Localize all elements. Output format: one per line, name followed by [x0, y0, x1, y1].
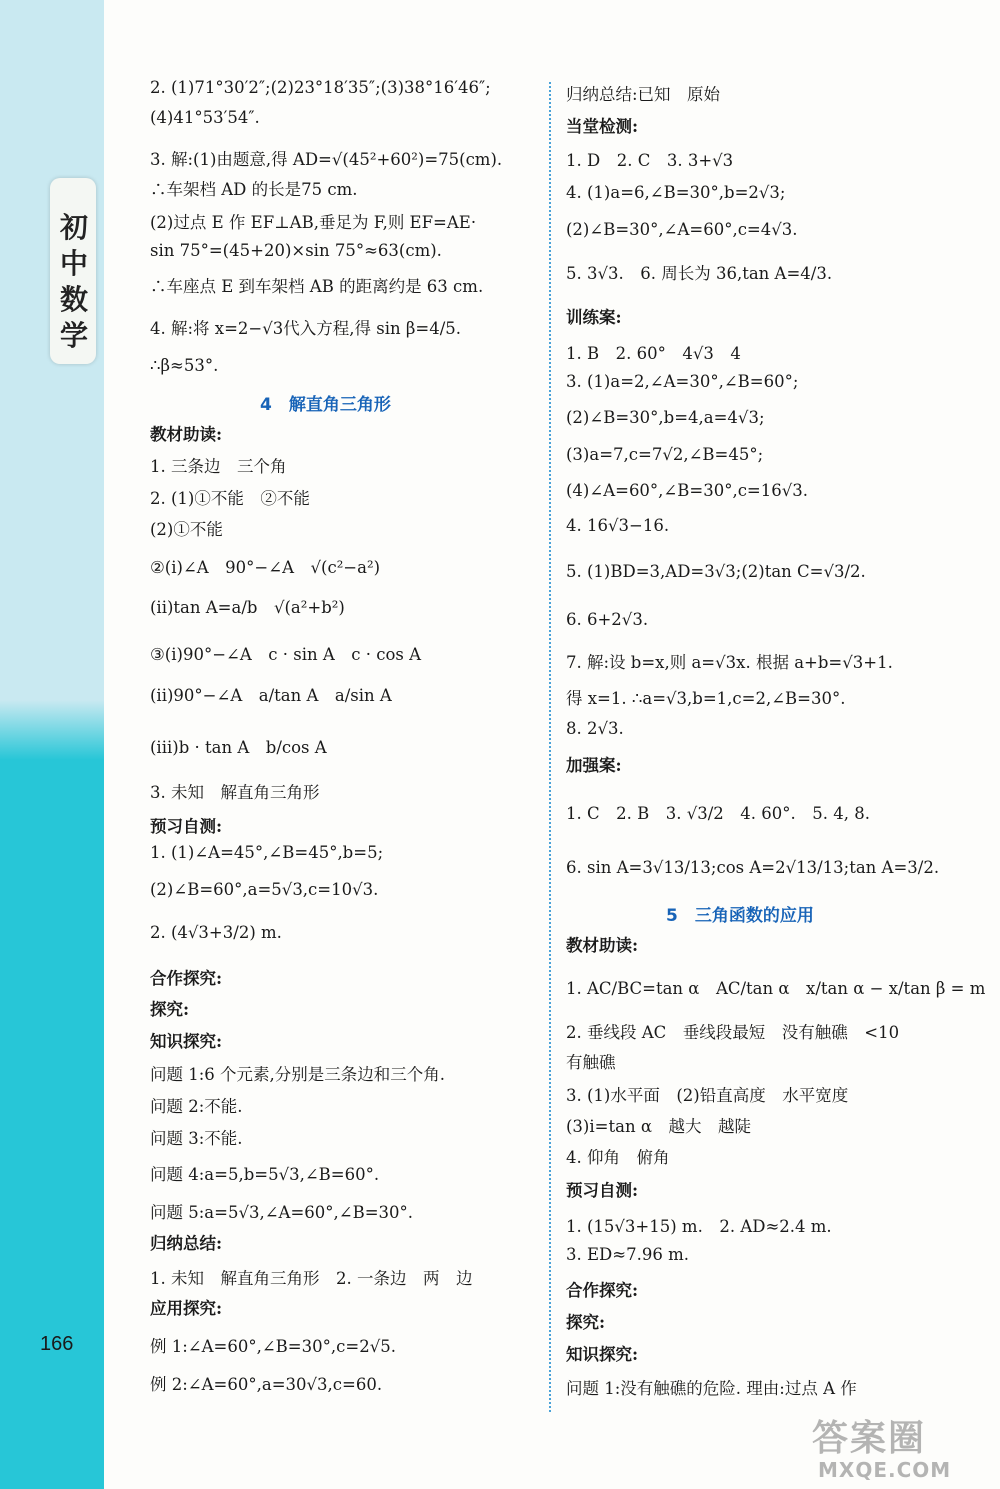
- answer-line: 4. (1)a=6,∠B=30°,b=2√3;: [566, 183, 786, 202]
- watermark-logo: [812, 1410, 992, 1482]
- answer-line: (2)①不能: [150, 520, 223, 539]
- answer-line: (3)i=tan α 越大 越陡: [566, 1117, 751, 1136]
- answer-line: 4. 仰角 俯角: [566, 1148, 670, 1167]
- subheading: 应用探究:: [150, 1299, 223, 1318]
- answer-line: 2. (1)71°30′2″;(2)23°18′35″;(3)38°16′46″;: [150, 78, 491, 97]
- answer-line: 8. 2√3.: [566, 719, 624, 738]
- subheading: 教材助读:: [150, 425, 223, 444]
- subheading: 合作探究:: [150, 969, 223, 988]
- answer-line: 例 1:∠A=60°,∠B=30°,c=2√5.: [150, 1337, 396, 1356]
- answer-line: ∴车架档 AD 的长是75 cm.: [150, 180, 358, 199]
- subheading: 当堂检测:: [566, 117, 639, 136]
- answer-line: (4)∠A=60°,∠B=30°,c=16√3.: [566, 481, 809, 500]
- answer-line: 2. (1)①不能 ②不能: [150, 489, 310, 508]
- answer-line: (ii)90°−∠A a/tan A a/sin A: [150, 686, 392, 705]
- section-heading: 4 解直角三角形: [260, 395, 391, 415]
- answer-line: 5. (1)BD=3,AD=3√3;(2)tan C=√3/2.: [566, 562, 866, 581]
- answer-line: sin 75°=(45+20)×sin 75°≈63(cm).: [150, 241, 442, 260]
- answer-line: 归纳总结:已知 原始: [566, 85, 721, 104]
- answer-line: (ii)tan A=a/b √(a²+b²): [150, 598, 345, 617]
- answer-line: 3. (1)水平面 (2)铅直高度 水平宽度: [566, 1086, 849, 1105]
- watermark-url: MXQE.COM: [818, 1458, 952, 1482]
- subheading: 教材助读:: [566, 936, 639, 955]
- subheading: 知识探究:: [566, 1345, 639, 1364]
- answer-line: 例 2:∠A=60°,a=30√3,c=60.: [150, 1375, 383, 1394]
- answer-line: (2)∠B=60°,a=5√3,c=10√3.: [150, 880, 379, 899]
- answer-line: (2)∠B=30°,b=4,a=4√3;: [566, 408, 765, 427]
- answer-line: (iii)b · tan A b/cos A: [150, 738, 327, 757]
- watermark-text: 答案圈: [812, 1418, 927, 1459]
- subheading: 探究:: [566, 1313, 606, 1332]
- answer-line: 3. 未知 解直角三角形: [150, 783, 320, 802]
- subheading: 知识探究:: [150, 1032, 223, 1051]
- page-number: 166: [40, 1333, 74, 1355]
- answer-line: 1. B 2. 60° 4√3 4: [566, 344, 741, 363]
- answer-line: 1. C 2. B 3. √3/2 4. 60°. 5. 4, 8.: [566, 804, 870, 823]
- answer-line: 问题 1:6 个元素,分别是三条边和三个角.: [150, 1065, 446, 1084]
- answer-line: 得 x=1. ∴a=√3,b=1,c=2,∠B=30°.: [566, 689, 846, 708]
- answer-line: 6. 6+2√3.: [566, 610, 649, 629]
- answer-line: (4)41°53′54″.: [150, 108, 260, 127]
- answer-line: 6. sin A=3√13/13;cos A=2√13/13;tan A=3/2.: [566, 858, 940, 877]
- answer-line: 1. D 2. C 3. 3+√3: [566, 151, 734, 170]
- section-heading: 5 三角函数的应用: [666, 906, 814, 926]
- answer-line: 1. AC/BC=tan α AC/tan α x/tan α − x/tan β = m: [566, 979, 986, 998]
- subheading: 加强案:: [566, 756, 622, 775]
- answer-line: (3)a=7,c=7√2,∠B=45°;: [566, 445, 764, 464]
- answer-line: ∴β≈53°.: [150, 356, 219, 375]
- answer-line: ②(i)∠A 90°−∠A √(c²−a²): [150, 558, 381, 577]
- answer-line: 1. 未知 解直角三角形 2. 一条边 两 边: [150, 1269, 473, 1288]
- answer-line: ∴车座点 E 到车架档 AB 的距离约是 63 cm.: [150, 277, 484, 296]
- answer-line: 1. (15√3+15) m. 2. AD≈2.4 m.: [566, 1217, 832, 1236]
- column-divider: [549, 82, 551, 1412]
- answer-line: 问题 5:a=5√3,∠A=60°,∠B=30°.: [150, 1203, 414, 1222]
- subheading: 预习自测:: [566, 1181, 639, 1200]
- answer-line: ③(i)90°−∠A c · sin A c · cos A: [150, 645, 422, 664]
- answer-line: 问题 4:a=5,b=5√3,∠B=60°.: [150, 1165, 380, 1184]
- answer-line: 3. ED≈7.96 m.: [566, 1245, 689, 1264]
- subheading: 合作探究:: [566, 1281, 639, 1300]
- answer-line: 7. 解:设 b=x,则 a=√3x. 根据 a+b=√3+1.: [566, 653, 893, 672]
- answer-line: 问题 2:不能.: [150, 1097, 243, 1116]
- answer-line: 有触礁: [566, 1053, 616, 1072]
- answer-line: (2)过点 E 作 EF⊥AB,垂足为 F,则 EF=AE·: [150, 213, 477, 232]
- answer-line: 5. 3√3. 6. 周长为 36,tan A=4/3.: [566, 264, 833, 283]
- answer-line: 3. 解:(1)由题意,得 AD=√(45²+60²)=75(cm).: [150, 150, 503, 169]
- answer-line: 1. 三条边 三个角: [150, 457, 287, 476]
- answer-line: 4. 16√3−16.: [566, 516, 670, 535]
- answer-line: 2. 垂线段 AC 垂线段最短 没有触礁 <10: [566, 1023, 900, 1042]
- answer-line: (2)∠B=30°,∠A=60°,c=4√3.: [566, 220, 798, 239]
- subheading: 训练案:: [566, 308, 622, 327]
- subheading: 归纳总结:: [150, 1234, 223, 1253]
- answer-line: 问题 3:不能.: [150, 1129, 243, 1148]
- answer-line: 4. 解:将 x=2−√3代入方程,得 sin β=4/5.: [150, 319, 462, 338]
- answer-line: 1. (1)∠A=45°,∠B=45°,b=5;: [150, 843, 384, 862]
- answer-line: 问题 1:没有触礁的危险. 理由:过点 A 作: [566, 1379, 857, 1398]
- subheading: 预习自测:: [150, 817, 223, 836]
- answer-line: 3. (1)a=2,∠A=30°,∠B=60°;: [566, 372, 799, 391]
- subheading: 探究:: [150, 1000, 190, 1019]
- answer-line: 2. (4√3+3/2) m.: [150, 923, 282, 942]
- subject-label: 初中数学: [59, 211, 88, 352]
